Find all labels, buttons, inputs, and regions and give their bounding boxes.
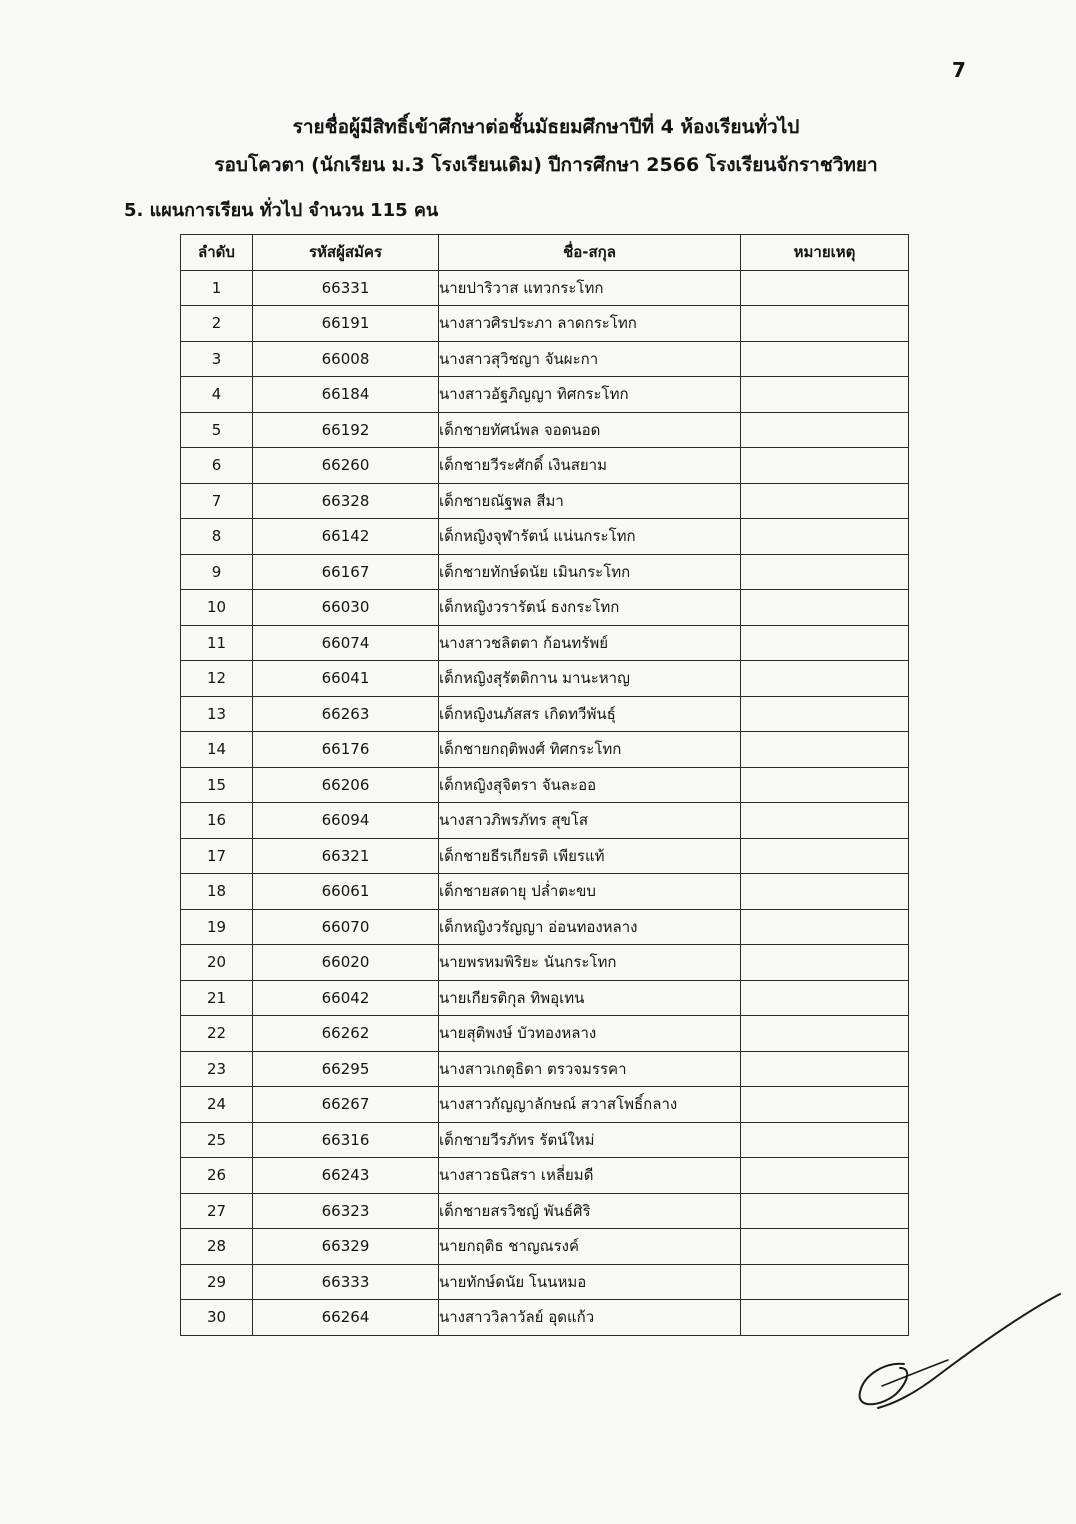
row-full-name-cell: นายสุติพงษ์ บัวทองหลาง — [439, 1016, 741, 1052]
table-row — [181, 980, 909, 1016]
row-applicant-code-cell: 66331 — [253, 270, 439, 306]
row-full-name-cell: นางสาวธนิสรา เหลี่ยมดี — [439, 1158, 741, 1194]
row-order-cell: 27 — [181, 1193, 253, 1229]
row-applicant-code-cell: 66042 — [253, 980, 439, 1016]
row-order-cell: 2 — [181, 306, 253, 342]
row-full-name-cell: เด็กหญิงจุฬารัตน์ แน่นกระโทก — [439, 519, 741, 555]
row-remarks-cell — [741, 448, 909, 484]
row-applicant-code-cell: 66328 — [253, 483, 439, 519]
row-order-cell: 26 — [181, 1158, 253, 1194]
row-applicant-code-cell: 66041 — [253, 661, 439, 697]
table-row — [181, 590, 909, 626]
row-applicant-code-cell: 66323 — [253, 1193, 439, 1229]
table-row — [181, 519, 909, 555]
row-order-cell: 17 — [181, 838, 253, 874]
section-heading: 5. แผนการเรียน ทั่วไป จำนวน 115 คน — [124, 200, 439, 221]
table-row — [181, 341, 909, 377]
table-row — [181, 1122, 909, 1158]
row-full-name-cell: เด็กชายวีระศักดิ์ เงินสยาม — [439, 448, 741, 484]
row-order-cell: 28 — [181, 1229, 253, 1265]
row-applicant-code-cell: 66295 — [253, 1051, 439, 1087]
row-order-cell: 11 — [181, 625, 253, 661]
row-order-cell: 20 — [181, 945, 253, 981]
row-remarks-cell — [741, 980, 909, 1016]
row-order-cell: 10 — [181, 590, 253, 626]
row-applicant-code-cell: 66316 — [253, 1122, 439, 1158]
row-remarks-cell — [741, 732, 909, 768]
row-order-cell: 24 — [181, 1087, 253, 1123]
table-row — [181, 945, 909, 981]
table-row — [181, 448, 909, 484]
applicant-table — [180, 234, 909, 1336]
row-order-cell: 6 — [181, 448, 253, 484]
table-row — [181, 306, 909, 342]
row-remarks-cell — [741, 1122, 909, 1158]
row-full-name-cell: นางสาวศิรประภา ลาดกระโทก — [439, 306, 741, 342]
row-full-name-cell: นายปาริวาส แทวกระโทก — [439, 270, 741, 306]
row-applicant-code-cell: 66262 — [253, 1016, 439, 1052]
table-row — [181, 661, 909, 697]
document-subtitle: รอบโควตา (นักเรียน ม.3 โรงเรียนเดิม) ปีการศึกษา 2566 โรงเรียนจักราชวิทยา — [214, 154, 878, 176]
row-order-cell: 18 — [181, 874, 253, 910]
row-full-name-cell: นางสาวภิพรภัทร สุขโส — [439, 803, 741, 839]
row-full-name-cell: เด็กชายสดายุ ปล่ำตะขบ — [439, 874, 741, 910]
row-remarks-cell — [741, 1087, 909, 1123]
table-row — [181, 554, 909, 590]
row-remarks-cell — [741, 874, 909, 910]
table-row — [181, 1051, 909, 1087]
row-remarks-cell — [741, 1158, 909, 1194]
row-order-cell: 25 — [181, 1122, 253, 1158]
row-full-name-cell: นางสาวสุวิชญา จันผะกา — [439, 341, 741, 377]
row-remarks-cell — [741, 341, 909, 377]
row-full-name-cell: เด็กหญิงวรารัตน์ ธงกระโทก — [439, 590, 741, 626]
row-order-cell: 15 — [181, 767, 253, 803]
row-remarks-cell — [741, 696, 909, 732]
table-row — [181, 696, 909, 732]
row-applicant-code-cell: 66333 — [253, 1264, 439, 1300]
row-full-name-cell: นายทักษ์ดนัย โนนหมอ — [439, 1264, 741, 1300]
row-order-cell: 3 — [181, 341, 253, 377]
row-applicant-code-cell: 66142 — [253, 519, 439, 555]
row-order-cell: 29 — [181, 1264, 253, 1300]
row-order-cell: 16 — [181, 803, 253, 839]
row-applicant-code-cell: 66243 — [253, 1158, 439, 1194]
row-remarks-cell — [741, 909, 909, 945]
row-order-cell: 8 — [181, 519, 253, 555]
table-row — [181, 803, 909, 839]
row-remarks-cell — [741, 838, 909, 874]
row-remarks-cell — [741, 590, 909, 626]
row-applicant-code-cell: 66070 — [253, 909, 439, 945]
row-applicant-code-cell: 66020 — [253, 945, 439, 981]
table-header — [181, 235, 909, 271]
row-applicant-code-cell: 66191 — [253, 306, 439, 342]
row-remarks-cell — [741, 661, 909, 697]
row-remarks-cell — [741, 625, 909, 661]
row-full-name-cell: เด็กชายวีรภัทร รัตน์ใหม่ — [439, 1122, 741, 1158]
header-applicant-code: รหัสผู้สมัคร — [253, 235, 439, 271]
header-full-name: ชื่อ-สกุล — [439, 235, 741, 271]
row-remarks-cell — [741, 270, 909, 306]
row-full-name-cell: นางสาวเกตุธิดา ตรวจมรรคา — [439, 1051, 741, 1087]
table-row — [181, 838, 909, 874]
row-full-name-cell: เด็กหญิงวรัญญา อ่อนทองหลาง — [439, 909, 741, 945]
header-order: ลำดับ — [181, 235, 253, 271]
row-applicant-code-cell: 66192 — [253, 412, 439, 448]
row-full-name-cell: นางสาวอัฐภิญญา ทิศกระโทก — [439, 377, 741, 413]
row-order-cell: 13 — [181, 696, 253, 732]
table-row — [181, 625, 909, 661]
table-row — [181, 1300, 909, 1336]
row-order-cell: 12 — [181, 661, 253, 697]
row-full-name-cell: นายกฤติธ ชาญณรงค์ — [439, 1229, 741, 1265]
row-full-name-cell: นางสาววิลาวัลย์ อุดแก้ว — [439, 1300, 741, 1336]
row-full-name-cell: เด็กชายทักษ์ดนัย เมินกระโทก — [439, 554, 741, 590]
row-order-cell: 14 — [181, 732, 253, 768]
row-remarks-cell — [741, 1193, 909, 1229]
row-remarks-cell — [741, 554, 909, 590]
table-row — [181, 909, 909, 945]
row-remarks-cell — [741, 1016, 909, 1052]
table-row — [181, 732, 909, 768]
row-order-cell: 5 — [181, 412, 253, 448]
table-row — [181, 1193, 909, 1229]
table-row — [181, 1264, 909, 1300]
row-remarks-cell — [741, 1229, 909, 1265]
header-remarks: หมายเหตุ — [741, 235, 909, 271]
row-applicant-code-cell: 66184 — [253, 377, 439, 413]
row-applicant-code-cell: 66329 — [253, 1229, 439, 1265]
row-applicant-code-cell: 66321 — [253, 838, 439, 874]
table-body — [181, 270, 909, 1335]
row-full-name-cell: เด็กหญิงนภัสสร เกิดทวีพันธุ์ — [439, 696, 741, 732]
row-full-name-cell: นางสาวกัญญาลักษณ์ สวาสโพธิ์กลาง — [439, 1087, 741, 1123]
row-applicant-code-cell: 66267 — [253, 1087, 439, 1123]
table-row — [181, 412, 909, 448]
row-full-name-cell: เด็กชายณัฐพล สีมา — [439, 483, 741, 519]
table-row — [181, 1016, 909, 1052]
table-row — [181, 874, 909, 910]
page-number: 7 — [952, 58, 966, 82]
row-applicant-code-cell: 66264 — [253, 1300, 439, 1336]
row-remarks-cell — [741, 1051, 909, 1087]
table-row — [181, 1158, 909, 1194]
row-full-name-cell: นางสาวชลิตตา ก้อนทรัพย์ — [439, 625, 741, 661]
row-applicant-code-cell: 66263 — [253, 696, 439, 732]
table-row — [181, 1229, 909, 1265]
table-header-row — [181, 235, 909, 271]
row-applicant-code-cell: 66094 — [253, 803, 439, 839]
row-order-cell: 30 — [181, 1300, 253, 1336]
row-applicant-code-cell: 66074 — [253, 625, 439, 661]
table-row — [181, 1087, 909, 1123]
row-order-cell: 22 — [181, 1016, 253, 1052]
row-order-cell: 9 — [181, 554, 253, 590]
row-remarks-cell — [741, 519, 909, 555]
row-order-cell: 21 — [181, 980, 253, 1016]
handwritten-signature-icon — [852, 1290, 1068, 1420]
row-remarks-cell — [741, 803, 909, 839]
row-applicant-code-cell: 66008 — [253, 341, 439, 377]
document-title: รายชื่อผู้มีสิทธิ์เข้าศึกษาต่อชั้นมัธยมศึกษาปีที่ 4 ห้องเรียนทั่วไป — [292, 116, 800, 138]
row-full-name-cell: เด็กชายธีรเกียรติ เพียรแท้ — [439, 838, 741, 874]
row-remarks-cell — [741, 483, 909, 519]
row-remarks-cell — [741, 945, 909, 981]
table-row — [181, 767, 909, 803]
table-row — [181, 377, 909, 413]
table-row — [181, 270, 909, 306]
row-remarks-cell — [741, 767, 909, 803]
row-full-name-cell: เด็กชายกฤติพงศ์ ทิศกระโทก — [439, 732, 741, 768]
row-order-cell: 7 — [181, 483, 253, 519]
row-order-cell: 4 — [181, 377, 253, 413]
row-full-name-cell: เด็กชายทัศน์พล จอดนอด — [439, 412, 741, 448]
row-remarks-cell — [741, 412, 909, 448]
row-remarks-cell — [741, 377, 909, 413]
row-full-name-cell: เด็กหญิงสุจิตรา จันละออ — [439, 767, 741, 803]
row-applicant-code-cell: 66061 — [253, 874, 439, 910]
table-row — [181, 483, 909, 519]
row-full-name-cell: นายพรหมพิริยะ นันกระโทก — [439, 945, 741, 981]
row-order-cell: 1 — [181, 270, 253, 306]
row-order-cell: 23 — [181, 1051, 253, 1087]
row-remarks-cell — [741, 306, 909, 342]
row-applicant-code-cell: 66260 — [253, 448, 439, 484]
row-applicant-code-cell: 66030 — [253, 590, 439, 626]
row-applicant-code-cell: 66176 — [253, 732, 439, 768]
row-full-name-cell: นายเกียรติกุล ทิพอุเทน — [439, 980, 741, 1016]
row-applicant-code-cell: 66167 — [253, 554, 439, 590]
row-full-name-cell: เด็กหญิงสุรัตติกาน มานะหาญ — [439, 661, 741, 697]
row-order-cell: 19 — [181, 909, 253, 945]
row-full-name-cell: เด็กชายสรวิชญ์ พันธ์ศิริ — [439, 1193, 741, 1229]
row-applicant-code-cell: 66206 — [253, 767, 439, 803]
